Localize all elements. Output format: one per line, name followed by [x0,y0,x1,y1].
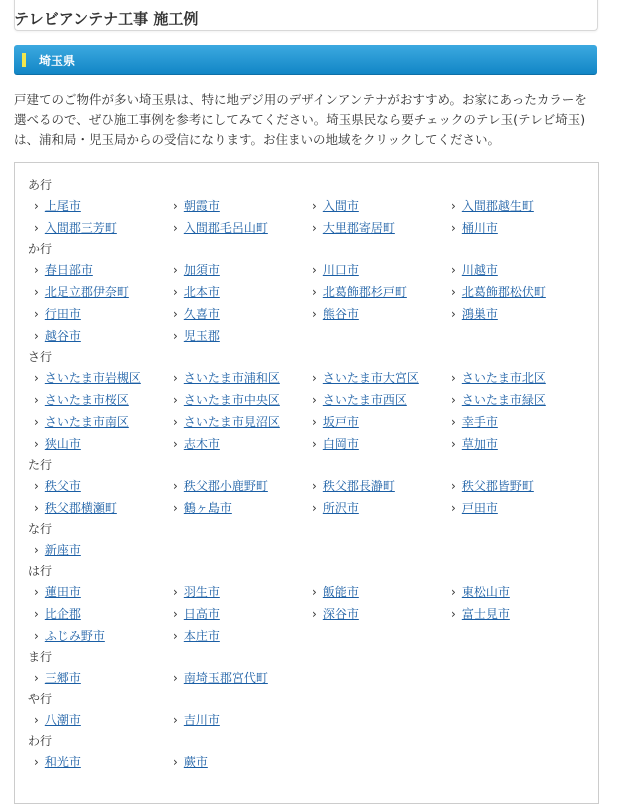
chevron-right-icon: › [451,393,456,407]
city-link[interactable]: 白岡市 [322,437,359,451]
city-link-item[interactable] [312,369,419,386]
city-link[interactable]: 北葛飾郡杉戸町 [322,285,407,299]
city-link[interactable]: 比企郡 [44,607,81,621]
city-link-item[interactable] [173,283,220,300]
city-link[interactable]: さいたま市南区 [44,415,129,429]
city-link[interactable]: さいたま市北区 [461,371,546,385]
chevron-right-icon: › [34,437,39,451]
city-link[interactable]: 新座市 [44,543,81,557]
city-link[interactable]: 南埼玉郡宮代町 [183,671,268,685]
city-link-item[interactable] [173,583,220,600]
chevron-right-icon: › [451,415,456,429]
chevron-right-icon: › [451,263,456,277]
city-link-item[interactable] [312,391,407,408]
city-link-item[interactable] [173,669,268,686]
group-label: た行 [28,458,53,472]
chevron-right-icon: › [173,415,178,429]
city-link[interactable]: さいたま市西区 [322,393,407,407]
city-link[interactable]: 入間郡三芳町 [44,221,117,235]
city-link-item[interactable] [173,261,220,278]
city-link-item[interactable] [34,605,81,622]
chevron-right-icon: › [312,437,317,451]
city-link[interactable]: 富士見市 [461,607,510,621]
chevron-right-icon: › [173,329,178,343]
group-label: や行 [28,692,53,706]
city-link[interactable]: 加須市 [183,263,220,277]
city-link[interactable]: 秩父郡皆野町 [461,479,534,493]
chevron-right-icon: › [173,263,178,277]
chevron-right-icon: › [451,371,456,385]
city-link-item[interactable] [173,413,280,430]
city-link[interactable]: 本庄市 [183,629,220,643]
chevron-right-icon: › [312,285,317,299]
region-marker [22,53,26,67]
city-link-item[interactable] [34,753,81,770]
city-link[interactable]: 羽生市 [183,585,220,599]
chevron-right-icon: › [173,371,178,385]
city-link[interactable]: さいたま市浦和区 [183,371,280,385]
city-link-item[interactable] [34,711,81,728]
city-link-item[interactable] [34,369,141,386]
group-label: は行 [28,564,53,578]
city-link-item[interactable] [451,605,510,622]
city-link[interactable]: 鶴ヶ島市 [183,501,232,515]
chevron-right-icon: › [173,285,178,299]
chevron-right-icon: › [34,415,39,429]
city-link[interactable]: さいたま市岩槻区 [44,371,141,385]
chevron-right-icon: › [451,607,456,621]
city-link-item[interactable] [173,753,208,770]
city-link[interactable]: 北葛飾郡松伏町 [461,285,546,299]
chevron-right-icon: › [312,221,317,235]
chevron-right-icon: › [451,199,456,213]
city-link[interactable]: 日高市 [183,607,220,621]
city-link[interactable]: 志木市 [183,437,220,451]
city-link[interactable]: 戸田市 [461,501,498,515]
city-link-item[interactable] [34,305,81,322]
chevron-right-icon: › [173,307,178,321]
city-link-item[interactable] [173,305,220,322]
city-link[interactable]: 入間郡越生町 [461,199,534,213]
city-link-item[interactable] [34,669,81,686]
city-link[interactable]: さいたま市桜区 [44,393,129,407]
city-link-item[interactable] [312,305,359,322]
chevron-right-icon: › [312,415,317,429]
city-link-item[interactable] [173,605,220,622]
chevron-right-icon: › [34,307,39,321]
city-link-item[interactable] [451,283,546,300]
chevron-right-icon: › [312,371,317,385]
chevron-right-icon: › [173,755,178,769]
city-link[interactable]: 幸手市 [461,415,498,429]
chevron-right-icon: › [34,755,39,769]
city-link-item[interactable] [173,219,268,236]
city-link[interactable]: 飯能市 [322,585,359,599]
city-link[interactable]: 春日部市 [44,263,93,277]
city-link-item[interactable] [173,391,280,408]
city-link-item[interactable] [451,391,546,408]
chevron-right-icon: › [312,393,317,407]
city-link-item[interactable] [451,219,498,236]
city-link[interactable]: 入間郡毛呂山町 [183,221,268,235]
chevron-right-icon: › [34,263,39,277]
city-link-item[interactable] [173,327,220,344]
city-link-item[interactable] [34,583,81,600]
group-label: あ行 [28,178,53,192]
city-link-item[interactable] [451,499,498,516]
city-link-item[interactable] [34,435,81,452]
city-link[interactable]: 鴻巣市 [461,307,498,321]
chevron-right-icon: › [34,585,39,599]
chevron-right-icon: › [173,607,178,621]
city-link-item[interactable] [34,261,93,278]
city-link[interactable]: 大里郡寄居町 [322,221,395,235]
city-link[interactable]: 秩父郡長瀞町 [322,479,395,493]
city-link-item[interactable] [312,605,359,622]
group-label: わ行 [28,734,53,748]
city-link-item[interactable] [451,369,546,386]
city-link[interactable]: 児玉郡 [183,329,220,343]
city-link-item[interactable] [451,435,498,452]
city-link[interactable]: 和光市 [44,755,81,769]
city-link[interactable]: 三郷市 [44,671,81,685]
city-link-item[interactable] [34,283,129,300]
chevron-right-icon: › [312,585,317,599]
city-link[interactable]: 上尾市 [44,199,81,213]
city-link[interactable]: 入間市 [322,199,359,213]
city-link-item[interactable] [34,391,129,408]
city-link[interactable]: ふじみ野市 [44,629,105,643]
page-title: テレビアンテナ工事 施工例 [14,10,199,28]
city-link[interactable]: 越谷市 [44,329,81,343]
chevron-right-icon: › [451,437,456,451]
chevron-right-icon: › [451,501,456,515]
city-link[interactable]: 草加市 [461,437,498,451]
city-link-item[interactable] [312,477,395,494]
chevron-right-icon: › [451,479,456,493]
chevron-right-icon: › [34,393,39,407]
city-link[interactable]: 秩父郡横瀬町 [44,501,117,515]
city-link[interactable]: 坂戸市 [322,415,359,429]
city-link-item[interactable] [451,413,498,430]
chevron-right-icon: › [451,585,456,599]
chevron-right-icon: › [34,671,39,685]
city-link[interactable]: 秩父市 [44,479,81,493]
group-label: ま行 [28,650,53,664]
city-link[interactable]: 深谷市 [322,607,359,621]
chevron-right-icon: › [312,199,317,213]
city-link[interactable]: 秩父郡小鹿野町 [183,479,268,493]
city-link[interactable]: 熊谷市 [322,307,359,321]
city-link-item[interactable] [34,327,81,344]
chevron-right-icon: › [173,713,178,727]
chevron-right-icon: › [34,629,39,643]
city-link[interactable]: さいたま市緑区 [461,393,546,407]
city-link[interactable]: 北本市 [183,285,220,299]
chevron-right-icon: › [312,307,317,321]
city-link-item[interactable] [173,197,220,214]
chevron-right-icon: › [34,501,39,515]
chevron-right-icon: › [312,607,317,621]
chevron-right-icon: › [34,329,39,343]
city-link-item[interactable] [451,583,510,600]
city-link-item[interactable] [173,711,220,728]
chevron-right-icon: › [173,671,178,685]
city-link-item[interactable] [173,477,268,494]
city-link-item[interactable] [173,627,220,644]
chevron-right-icon: › [173,585,178,599]
chevron-right-icon: › [451,221,456,235]
chevron-right-icon: › [173,437,178,451]
chevron-right-icon: › [451,285,456,299]
city-link[interactable]: 狭山市 [44,437,81,451]
city-link[interactable]: さいたま市中央区 [183,393,280,407]
city-link-item[interactable] [451,305,498,322]
city-link-item[interactable] [34,197,81,214]
city-link-item[interactable] [312,499,359,516]
group-label: な行 [28,522,53,536]
chevron-right-icon: › [34,371,39,385]
city-link[interactable]: 川越市 [461,263,498,277]
chevron-right-icon: › [173,629,178,643]
city-link-item[interactable] [451,197,534,214]
city-link-item[interactable] [173,499,232,516]
city-link-item[interactable] [34,627,105,644]
chevron-right-icon: › [34,199,39,213]
city-link[interactable]: 蕨市 [183,755,208,769]
city-link-item[interactable] [34,499,117,516]
city-link-item[interactable] [34,477,81,494]
group-label: さ行 [28,350,53,364]
city-link-item[interactable] [312,219,395,236]
region-header [14,45,597,75]
chevron-right-icon: › [173,501,178,515]
city-link-item[interactable] [312,197,359,214]
city-link-item[interactable] [34,413,129,430]
chevron-right-icon: › [34,713,39,727]
city-link[interactable]: 北足立郡伊奈町 [44,285,129,299]
city-link[interactable]: 行田市 [44,307,81,321]
city-link[interactable]: さいたま市大宮区 [322,371,419,385]
city-link[interactable]: 所沢市 [322,501,359,515]
chevron-right-icon: › [173,479,178,493]
chevron-right-icon: › [34,607,39,621]
city-link[interactable]: 川口市 [322,263,359,277]
city-link[interactable]: 久喜市 [183,307,220,321]
chevron-right-icon: › [173,199,178,213]
city-link[interactable]: 吉川市 [183,713,220,727]
city-link-item[interactable] [312,283,407,300]
chevron-right-icon: › [34,285,39,299]
city-link-item[interactable] [173,369,280,386]
chevron-right-icon: › [34,479,39,493]
city-link-item[interactable] [451,261,498,278]
group-label: か行 [28,242,53,256]
chevron-right-icon: › [173,221,178,235]
city-link[interactable]: 東松山市 [461,585,510,599]
chevron-right-icon: › [451,307,456,321]
city-link-item[interactable] [312,413,359,430]
city-link-item[interactable] [173,435,220,452]
chevron-right-icon: › [312,263,317,277]
city-link[interactable]: 八潮市 [44,713,81,727]
city-link[interactable]: 朝霞市 [183,199,220,213]
intro-text: 戸建てのご物件が多い埼玉県は、特に地デジ用のデザインアンテナがおすすめ。お家にあったカラーを選べるので、ぜひ施工事例を参考にしてみてください。埼玉県民なら要チェックのテレ玉(テレビ埼玉)は、浦和局・児玉局からの受信になります。お住まいの地域をクリックしてください。 [14,92,587,147]
region-title: 埼玉県 [39,54,76,68]
city-link-item[interactable] [34,541,81,558]
chevron-right-icon: › [312,501,317,515]
city-link-item[interactable] [451,477,534,494]
city-link-item[interactable] [312,583,359,600]
chevron-right-icon: › [312,479,317,493]
city-link[interactable]: 蓮田市 [44,585,81,599]
city-link-item[interactable] [312,435,359,452]
city-link[interactable]: 桶川市 [461,221,498,235]
city-link-item[interactable] [312,261,359,278]
chevron-right-icon: › [34,221,39,235]
chevron-right-icon: › [34,543,39,557]
chevron-right-icon: › [173,393,178,407]
city-link[interactable]: さいたま市見沼区 [183,415,280,429]
city-link-item[interactable] [34,219,117,236]
